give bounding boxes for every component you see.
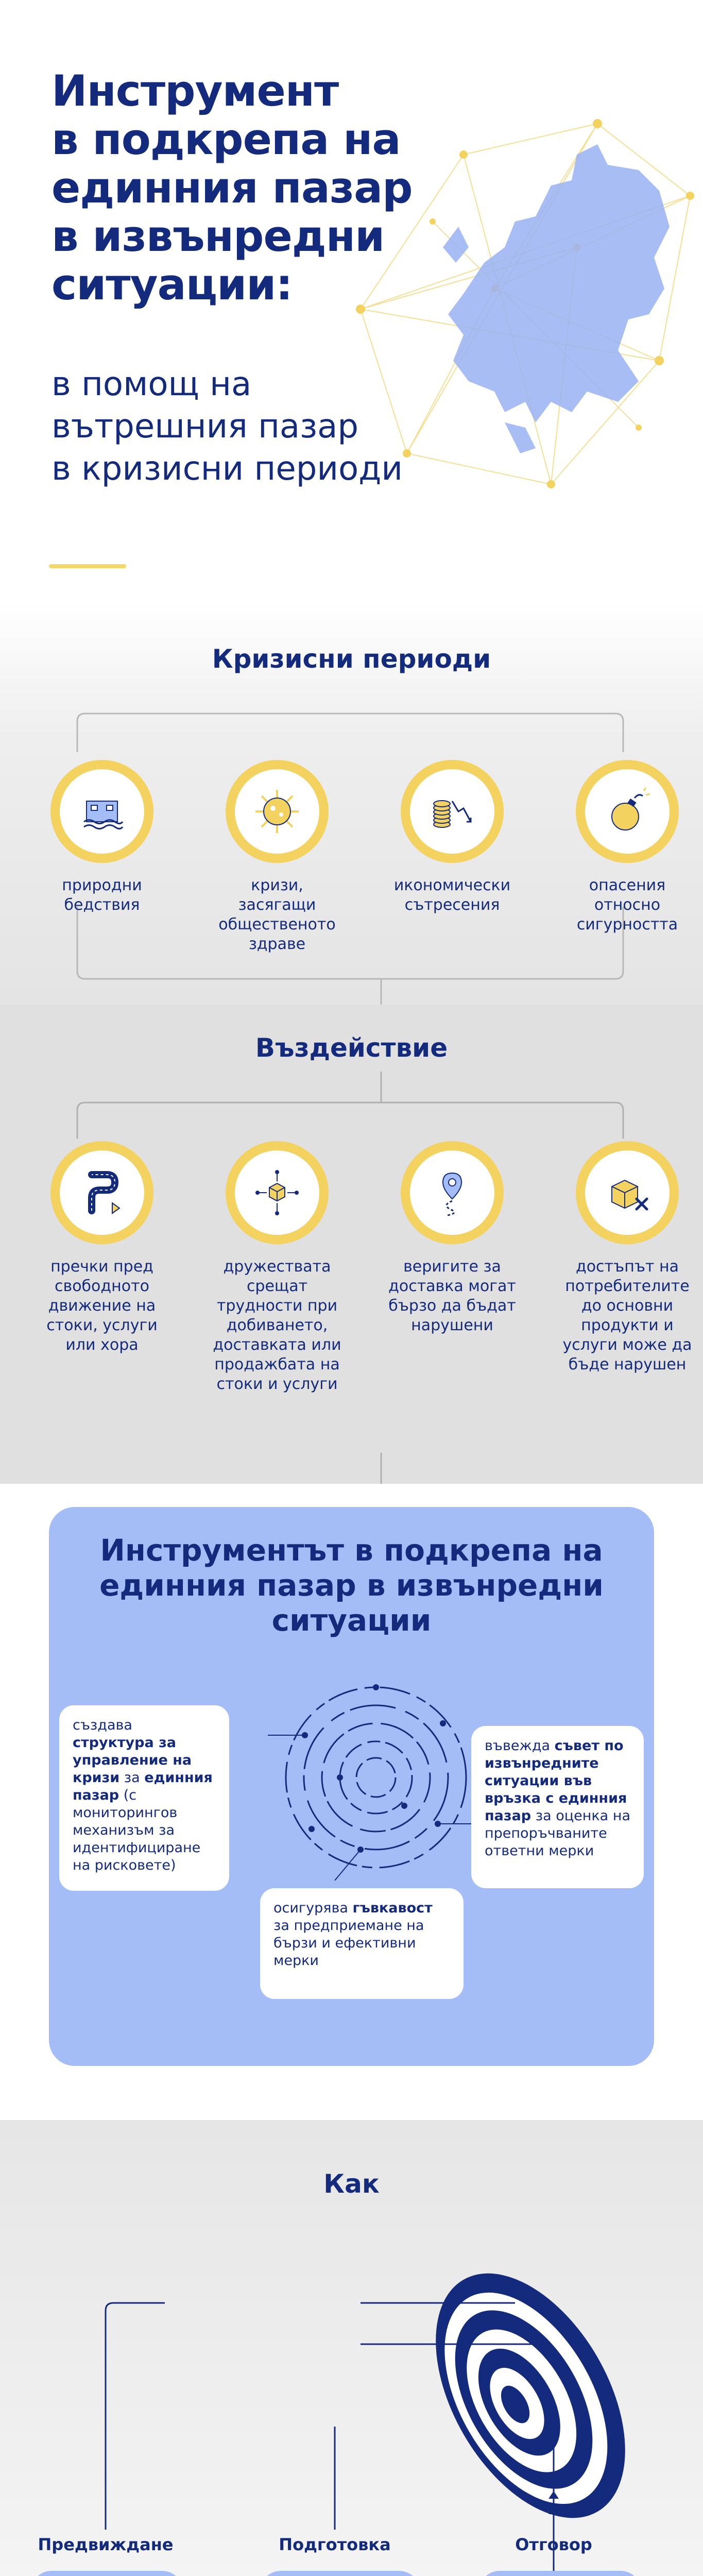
box-text: създава xyxy=(73,1717,132,1733)
box-text-bold: единния пазар xyxy=(73,1770,213,1803)
impact-label: дружествата срещат трудности при добиването, доставката или продажбата на стоки и услуги xyxy=(213,1258,341,1393)
crisis-label: кризи, засягащи общественото здраве xyxy=(218,876,336,953)
title-line: единния пазар xyxy=(52,163,413,213)
title-line: в извънредни xyxy=(52,211,385,261)
flood-house-icon xyxy=(79,788,125,835)
instrument-box-council xyxy=(471,1726,644,1888)
how-title: Как xyxy=(323,2169,380,2199)
impact-label: пречки пред свободното движение на стоки, услуги или хора xyxy=(46,1258,158,1354)
coins-decline-icon xyxy=(426,786,478,837)
box-text: за предприемане на бързи и ефективни мерки xyxy=(273,1918,424,1969)
crisis-item-natural-disasters xyxy=(50,760,153,863)
crisis-label: природни бедствия xyxy=(62,876,142,914)
crisis-item-health xyxy=(226,760,329,863)
network-box-icon xyxy=(251,1167,303,1218)
crisis-label: опасения относно сигурността xyxy=(576,876,678,934)
crisis-label: икономически сътресения xyxy=(393,876,511,914)
title-line: ситуации: xyxy=(52,260,293,310)
header xyxy=(0,0,703,603)
impact-item-consumers xyxy=(576,1141,679,1244)
crisis-item-economic xyxy=(401,760,504,863)
box-text: (с мониторингов механизъм за идентифициране на рисковете) xyxy=(73,1787,201,1873)
subtitle-line: вътрешния пазар xyxy=(52,408,358,446)
title-line: Инструмент xyxy=(52,66,339,116)
instrument-title: Инструментът в подкрепа на единния пазар в извънредни ситуации xyxy=(99,1533,604,1638)
column-title-response: Отговор xyxy=(515,2535,592,2554)
crisis-item-security xyxy=(576,760,679,863)
box-text-bold: гъвкавост xyxy=(352,1900,433,1916)
box-text-bold: съвет по извънредните ситуации във връзка с единния пазар xyxy=(485,1738,627,1824)
virus-icon xyxy=(251,786,303,837)
box-text-bold: структура за управление на кризи xyxy=(73,1735,192,1786)
column-card-anticipation xyxy=(31,2571,183,2576)
blocked-parcel-icon xyxy=(602,1167,653,1218)
column-title-anticipation: Предвиждане xyxy=(38,2535,174,2554)
page-title xyxy=(52,67,453,309)
box-text: осигурява xyxy=(273,1900,353,1916)
impact-item-supply xyxy=(401,1141,504,1244)
crisis-title: Кризисни периоди xyxy=(212,644,491,674)
box-text: за оценка на препоръчваните ответни мерки xyxy=(485,1808,630,1859)
impact-label: веригите за доставка могат бързо да бъдат нарушени xyxy=(388,1258,516,1334)
impact-item-companies xyxy=(226,1141,329,1244)
subtitle-line: в помощ на xyxy=(52,365,252,403)
winding-road-icon xyxy=(76,1167,128,1218)
impact-label: достъпът на потребителите до основни продукти и услуги може да бъде нарушен xyxy=(562,1258,692,1374)
box-text: въвежда xyxy=(485,1738,555,1754)
column-title-preparedness: Подготовка xyxy=(279,2535,391,2554)
page-subtitle xyxy=(52,363,443,490)
how-connector-lines xyxy=(0,2298,703,2566)
title-line: в подкрепа на xyxy=(52,114,401,164)
concentric-circles-graphic xyxy=(268,1674,484,1880)
impact-title: Въздействие xyxy=(255,1033,448,1063)
title-divider xyxy=(49,564,126,568)
bomb-icon xyxy=(602,786,653,837)
map-route-icon xyxy=(426,1167,478,1218)
column-card-response xyxy=(479,2571,641,2576)
subtitle-line: в кризисни периоди xyxy=(52,450,403,488)
box-text: за xyxy=(119,1770,145,1786)
instrument-box-flexibility xyxy=(260,1888,464,1999)
impact-item-movement xyxy=(50,1141,153,1244)
column-card-preparedness xyxy=(260,2571,420,2576)
instrument-box-structure xyxy=(59,1705,229,1891)
